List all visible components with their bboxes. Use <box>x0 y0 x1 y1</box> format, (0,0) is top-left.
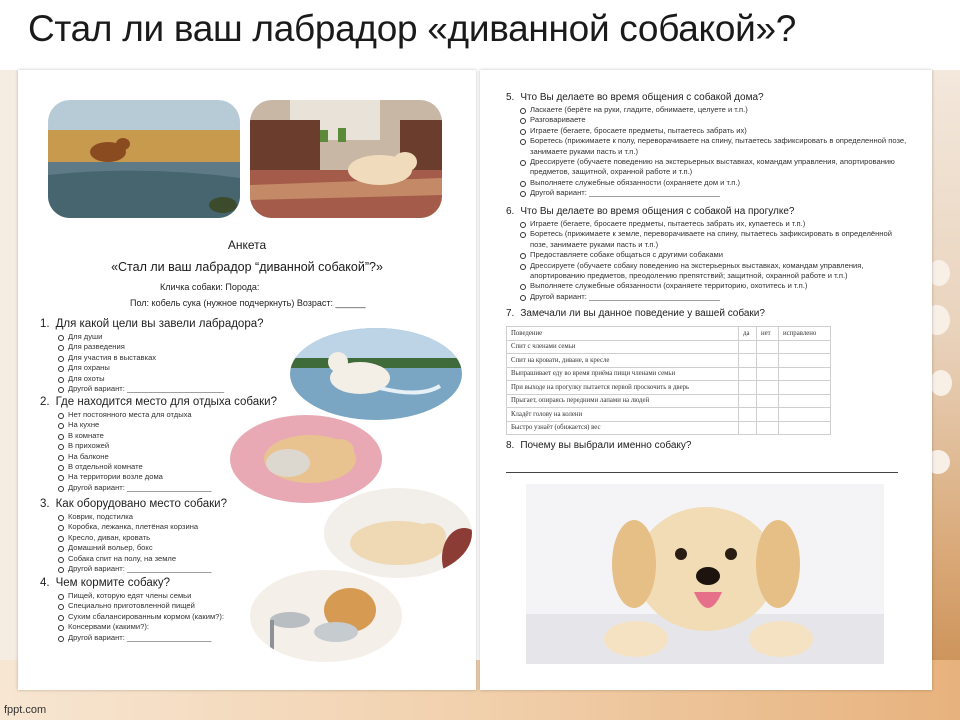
table-header: Поведение <box>507 327 739 341</box>
table-header: да <box>739 327 757 341</box>
question-4-options <box>56 591 224 643</box>
list-item: Для разведения <box>56 342 224 352</box>
list-item: Предоставляете собаке общаться с другими собаками <box>518 250 910 260</box>
list-item: Для души <box>56 332 224 342</box>
list-item: Дрессируете (обучаете поведению на экстерьерных выставках, командам управления, апортированию предметов, защитной, охранной работе и т.п.) <box>518 157 910 178</box>
photo-puppy-sleeping <box>324 488 472 578</box>
question-4: 4. Чем кормите собаку? <box>40 577 171 589</box>
list-item: Собака спит на полу, на земле <box>56 554 211 564</box>
table-row: Кладёт голову на колени <box>507 408 831 422</box>
questionnaire-subheading: «Стал ли ваш лабрадор “диванной собакой”?» <box>111 260 383 274</box>
list-item: Нет постоянного места для отдыха <box>56 410 211 420</box>
question-3: 3. Как оборудовано место собаки? <box>40 498 227 510</box>
questionnaire-page-left <box>18 70 476 690</box>
list-item: Коврик, подстилка <box>56 512 211 522</box>
dog-name-breed-fields: Кличка собаки: Порода: <box>160 282 260 292</box>
list-item: Боретесь (прижимаете к земле, переворачиваете на спину, пытаетесь зафиксировать в определённой позе, занимаете руками пасть и т.п.) <box>518 229 910 250</box>
table-header: нет <box>757 327 779 341</box>
questionnaire-heading: Анкета <box>227 238 267 252</box>
list-item: Специально приготовленной пищей <box>56 601 224 611</box>
list-item: Дрессируете (обучаете собаку поведению на экстерьерных выставках, командам управления, апортированию предметов, преодолению препятствий; защитной, охранной работе и т.п.) <box>518 261 910 282</box>
question-2-options <box>56 410 211 493</box>
question-6-options <box>518 219 910 302</box>
list-item: Другой вариант: _______________________________ <box>518 292 910 302</box>
list-item: Ласкаете (берёте на руки, гладите, обнимаете, целуете и т.п.) <box>518 105 910 115</box>
list-item: Боретесь (прижимаете к полу, переворачиваете на спину, пытаетесь зафиксировать в определенной позе, занимаете руками пасть и т.п.) <box>518 136 910 157</box>
list-item: Домашний вольер, бокс <box>56 543 211 553</box>
question-5: 5. Что Вы делаете во время общения с собакой дома? <box>506 92 764 103</box>
table-row: Спит на кровати, диване, в кресле <box>507 354 831 368</box>
list-item: На кухне <box>56 420 211 430</box>
list-item: Коробка, лежанка, плетёная корзина <box>56 522 211 532</box>
photo-dog-eating-bowl <box>250 570 402 662</box>
list-item: Пищей, которую едят члены семьи <box>56 591 224 601</box>
photo-dog-sleeping-sofa <box>250 100 442 218</box>
list-item: Другой вариант: ____________________ <box>56 564 211 574</box>
list-item: Консервами (какими?): <box>56 622 224 632</box>
list-item: Выполняете служебные обязанности (охраняете территорию, охотитесь и т.п.) <box>518 281 910 291</box>
list-item: Играете (бегаете, бросаете предметы, пытаетесь забрать их, купаетесь и т.п.) <box>518 219 910 229</box>
question-8: 8. Почему вы выбрали именно собаку? <box>506 440 692 451</box>
background-left-strip <box>0 70 20 720</box>
question-1: 1. Для какой цели вы завели лабрадора? <box>40 318 264 330</box>
list-item: Выполняете служебные обязанности (охраняете дом и т.п.) <box>518 178 910 188</box>
table-header-row <box>507 327 831 341</box>
table-row: При выходе на прогулку пытается первой проскочить в дверь <box>507 381 831 395</box>
list-item: Другой вариант: _______________________________ <box>518 188 910 198</box>
photo-golden-puppy <box>526 484 884 664</box>
answer-line <box>506 472 898 473</box>
list-item: Сухим сбалансированным кормом (каким?): <box>56 612 224 622</box>
photo-dog-running-water <box>290 328 462 420</box>
question-1-options <box>56 332 224 394</box>
list-item: Играете (бегаете, бросаете предметы, пытаетесь забрать их) <box>518 126 910 136</box>
list-item: Другой вариант: ____________________ <box>56 633 224 643</box>
question-3-options <box>56 512 211 574</box>
list-item: В прихожей <box>56 441 211 451</box>
question-6: 6. Что Вы делаете во время общения с собакой на прогулке? <box>506 206 795 217</box>
photo-puppy-kitten-sleeping <box>230 415 382 503</box>
table-row: Спит с членами семьи <box>507 340 831 354</box>
list-item: Другой вариант: _______________________ <box>56 384 224 394</box>
list-item: В отдельной комнате <box>56 462 211 472</box>
table-row: Быстро узнаёт (обижается) вес <box>507 421 831 435</box>
slide-title: Стал ли ваш лабрадор «диванной собакой»? <box>28 8 797 49</box>
photo-dog-lake <box>48 100 240 218</box>
list-item: Для охоты <box>56 374 224 384</box>
question-7: 7. Замечали ли вы данное поведение у вашей собаки? <box>506 308 765 319</box>
list-item: Для охраны <box>56 363 224 373</box>
questionnaire-page-right <box>480 70 932 690</box>
list-item: На балконе <box>56 452 211 462</box>
list-item: Разговариваете <box>518 115 910 125</box>
table-row: Прыгает, опираясь передними лапами на людей <box>507 394 831 408</box>
list-item: В комнате <box>56 431 211 441</box>
list-item: Кресло, диван, кровать <box>56 533 211 543</box>
question-2: 2. Где находится место для отдыха собаки? <box>40 396 277 408</box>
footer-credit: fppt.com <box>4 704 47 716</box>
question-5-options <box>518 105 910 199</box>
list-item: На территории возле дома <box>56 472 211 482</box>
list-item: Другой вариант: ____________________ <box>56 483 211 493</box>
table-header: исправлено <box>779 327 831 341</box>
table-row: Выпрашивает еду во время приёма пищи членами семьи <box>507 367 831 381</box>
list-item: Для участия в выставках <box>56 353 224 363</box>
behavior-table <box>506 326 831 435</box>
sex-age-fields: Пол: кобель сука (нужное подчеркнуть) Возраст: ______ <box>130 298 366 308</box>
